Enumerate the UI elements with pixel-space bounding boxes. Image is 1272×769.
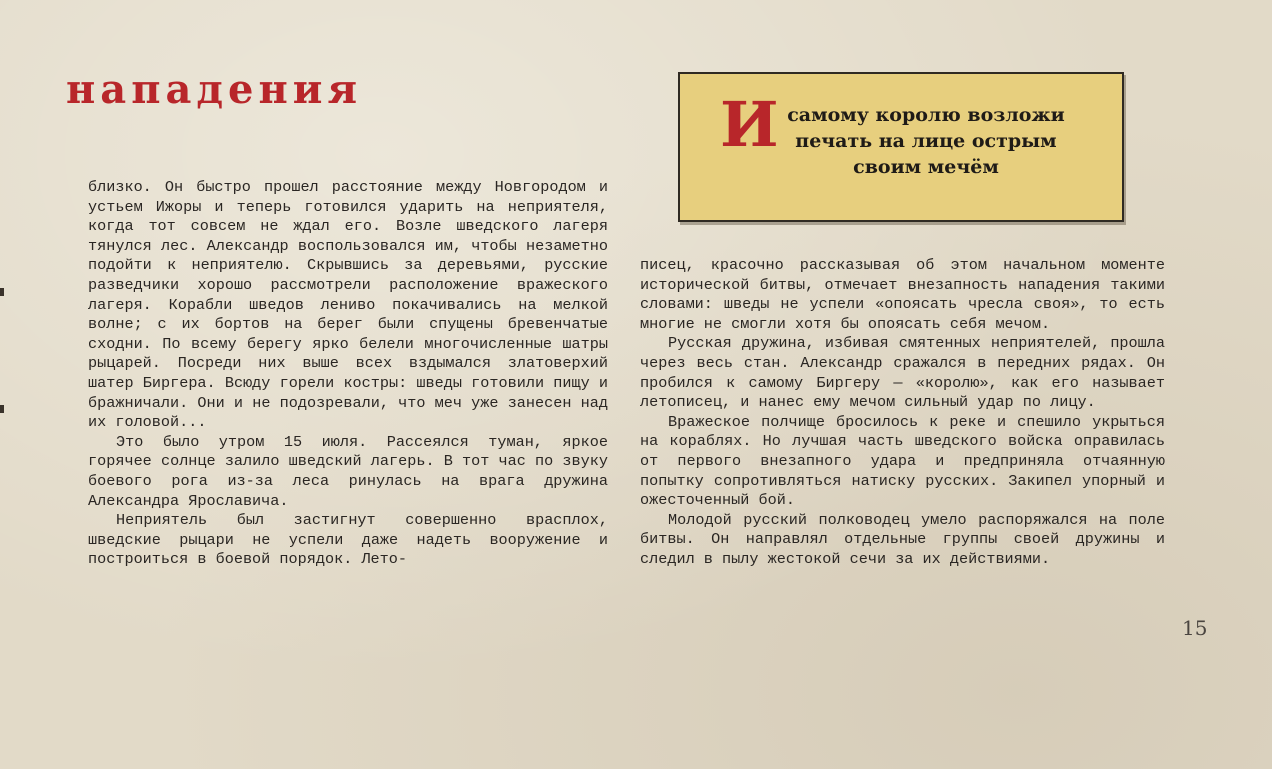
paragraph: писец, красочно рассказывая об этом начальном моменте исторической битвы, отмечает внезапность нападения такими словами: шведы не успели «опоясать чресла своя», то есть многие не смогли хотя бы опоясать себя мечом.: [640, 256, 1165, 333]
quote-box: [678, 72, 1124, 222]
section-heading: нападения: [66, 66, 362, 113]
paragraph: близко. Он быстро прошел расстояние между Новгородом и устьем Ижоры и теперь готовился ударить на неприятеля, когда тот совсем не ждал его. Возле шведского лагеря тянулся лес. Александр воспользовался им, чтобы незаметно подойти к неприятелю. Скрывшись за деревьями, русские разведчики хорошо рассмотрели расположение вражеского лагеря. Корабли шведов лениво покачивались на мелкой волне; с их бортов на берег были спущены бревенчатые сходни. По всему берегу ярко белели многочисленные шатры рыцарей. Посреди них выше всех вздымался златоверхий шатер Биргера. Всюду горели костры: шведы готовили пищу и бражничали. Они и не подозревали, что меч уже занесен над их головой...: [88, 178, 608, 432]
paragraph: Это было утром 15 июля. Рассеялся туман, яркое горячее солнце залило шведский лагерь. В тот час по звуку боевого рога из-за леса ринулась на врага дружина Александра Ярославича.: [88, 432, 608, 510]
left-text-column: [88, 178, 608, 570]
paragraph: Русская дружина, избивая смятенных неприятелей, прошла через весь стан. Александр сражался в передних рядах. Он пробился к самому Биргеру — «королю», как его называет летописец, и нанес ему мечом сильный удар по лицу.: [640, 334, 1165, 412]
paragraph: Неприятель был застигнут совершенно врасплох, шведские рыцари не успели даже надеть вооружение и построиться в боевой порядок. Лето-: [88, 511, 608, 569]
right-text-column: [640, 256, 1165, 570]
quote-text: самому королю возложи печать на лице острым своим мечём: [787, 104, 1065, 178]
paragraph: Молодой русский полководец умело распоряжался на поле битвы. Он направлял отдельные группы своей дружины и следил в пылу жестокой сечи за их действиями.: [640, 510, 1165, 568]
quote-drop-cap: И: [720, 88, 779, 161]
binding-mark: [0, 405, 4, 413]
binding-mark: [0, 288, 4, 296]
paragraph: Вражеское полчище бросилось к реке и спешило укрыться на кораблях. Но лучшая часть шведского войска оправилась от первого внезапного удара и предприняла отчаянную попытку сопротивляться натиску русских. Закипел упорный и ожесточенный бой.: [640, 412, 1165, 510]
page-number: 15: [1182, 616, 1208, 640]
